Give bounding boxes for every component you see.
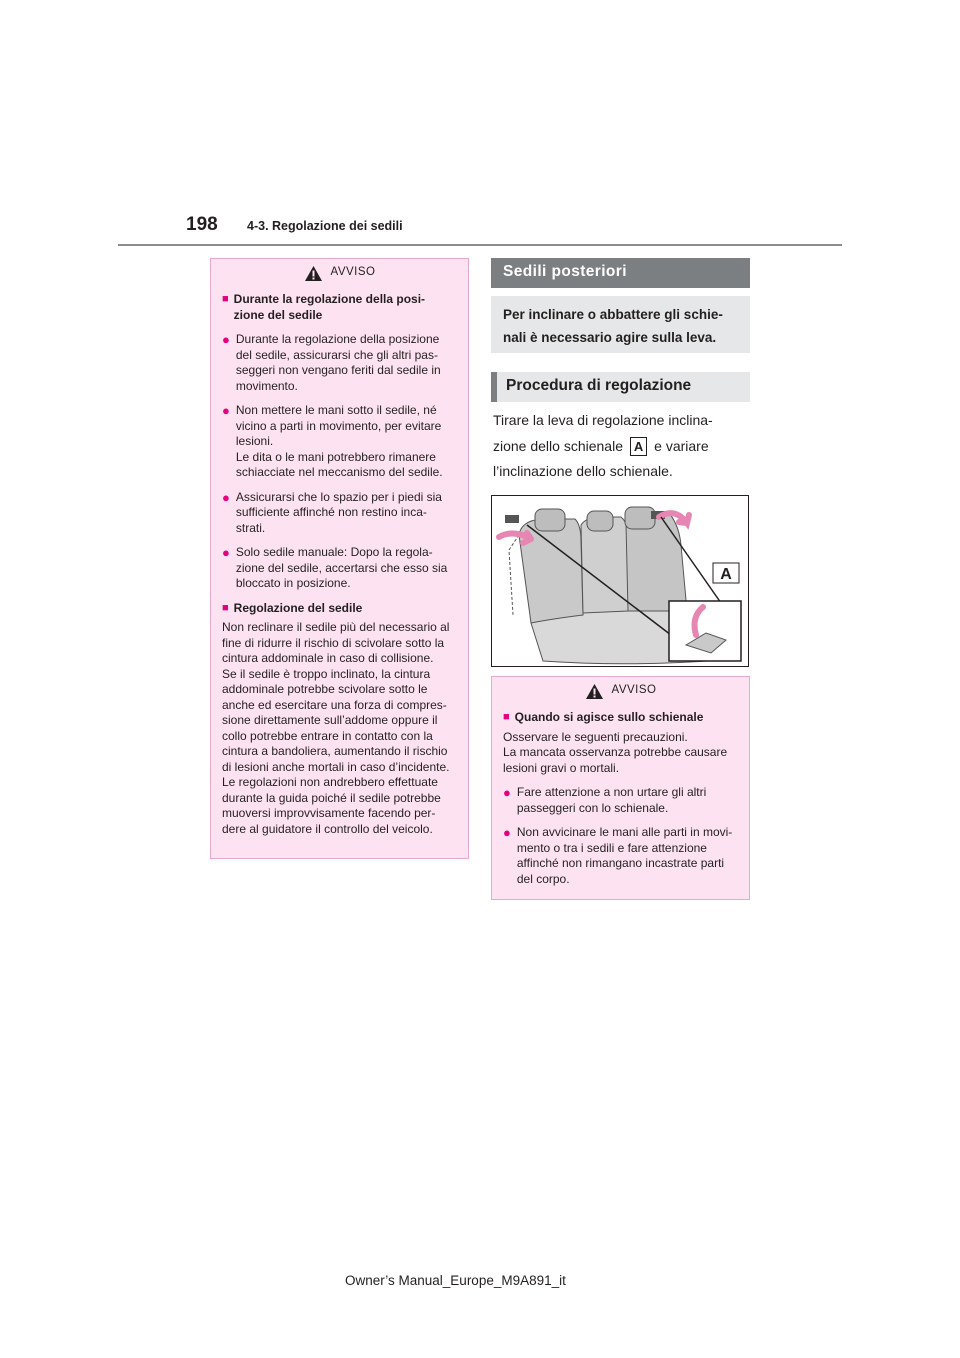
square-marker-icon: ■ <box>222 293 229 305</box>
section-title: Sedili posteriori <box>491 258 750 288</box>
warning-triangle-icon <box>585 683 604 700</box>
warning-bullet: ● Assicurarsi che lo spazio per i piedi sia sufficiente affinché non restino inca- strati. <box>222 489 442 535</box>
bullet-marker-icon: ● <box>222 403 230 418</box>
warning-title: AVVISO <box>611 684 657 697</box>
bullet-marker-icon: ● <box>222 332 230 347</box>
warning-header <box>503 678 738 704</box>
callout-label: A <box>630 437 647 456</box>
header-divider <box>118 244 842 246</box>
warning-title: AVVISO <box>330 266 376 279</box>
bullet-marker-icon: ● <box>503 785 511 800</box>
warning-box-right <box>491 676 750 900</box>
warning-bullet: ● Non avvicinare le mani alle parti in movi- mento o tra i sedili e fare attenzione affinché non rimangano incastrate parti del corpo. <box>503 825 733 886</box>
warning-paragraph: Non reclinare il sedile più del necessario al fine di ridurre il rischio di scivolare sotto la cintura addominale in caso di collisione. Se il sedile è troppo inclinato, la cintura addominale potrebbe scivolare sotto le anche ed esercitare una forza di compres- sione direttamente sull’addome oppure il collo potrebbe entrare in contatto con la cintura a bandoliera, aumentando il rischio di lesioni anche mortali in caso d’incidente. Le regolazioni non andrebbero effettuate durante la guida poiché il sedile potrebbe muoversi improvvisamente facendo per- dere al guidatore il controllo del veicolo. <box>222 620 450 836</box>
section-reference: 4-3. Regolazione dei sedili <box>247 219 403 233</box>
bullet-marker-icon: ● <box>222 545 230 560</box>
warning-box-left <box>210 258 469 859</box>
figure-callout-label: A <box>720 566 732 583</box>
warning-subheading: ■ Durante la regolazione della posi- zione del sedile <box>222 292 426 322</box>
body-text-line: l’inclinazione dello schienale. <box>493 463 673 479</box>
warning-paragraph: Osservare le seguenti precauzioni. La mancata osservanza potrebbe causare lesioni gravi o mortali. <box>503 729 728 775</box>
warning-bullet: ● Durante la regolazione della posizione del sedile, assicurarsi che gli altri pas- seggeri non vengano feriti dal sedile in movimento. <box>222 332 441 393</box>
bullet-marker-icon: ● <box>503 825 511 840</box>
procedure-title: Procedura di regolazione <box>491 372 750 402</box>
warning-subheading: ■ Quando si agisce sullo schienale <box>503 710 704 724</box>
warning-triangle-icon <box>304 265 323 282</box>
warning-subheading: ■ Regolazione del sedile <box>222 600 363 615</box>
body-text-line: zione dello schienale A e variare <box>493 438 709 454</box>
warning-bullet: ● Solo sedile manuale: Dopo la regola- zione del sedile, accertarsi che esso sia bloccato in posizione. <box>222 545 448 590</box>
warning-header <box>222 260 457 286</box>
intro-box: Per inclinare o abbattere gli schie- nali è necessario agire sulla leva. <box>491 296 750 353</box>
warning-bullet: ● Fare attenzione a non urtare gli altri passeggeri con lo schienale. <box>503 785 707 815</box>
bullet-marker-icon: ● <box>222 489 230 505</box>
footer-text: Owner’s Manual_Europe_M9A891_it <box>345 1273 566 1288</box>
warning-bullet: ● Non mettere le mani sotto il sedile, né vicino a parti in movimento, per evitare lesioni. Le dita o le mani potrebbero rimanere schiacciate nel meccanismo del sedile. <box>222 403 443 479</box>
page-number: 198 <box>186 214 218 235</box>
body-text-line: Tirare la leva di regolazione inclina- <box>493 412 713 428</box>
rear-seat-illustration <box>491 495 749 667</box>
square-marker-icon: ■ <box>222 601 229 614</box>
square-marker-icon: ■ <box>503 711 510 723</box>
